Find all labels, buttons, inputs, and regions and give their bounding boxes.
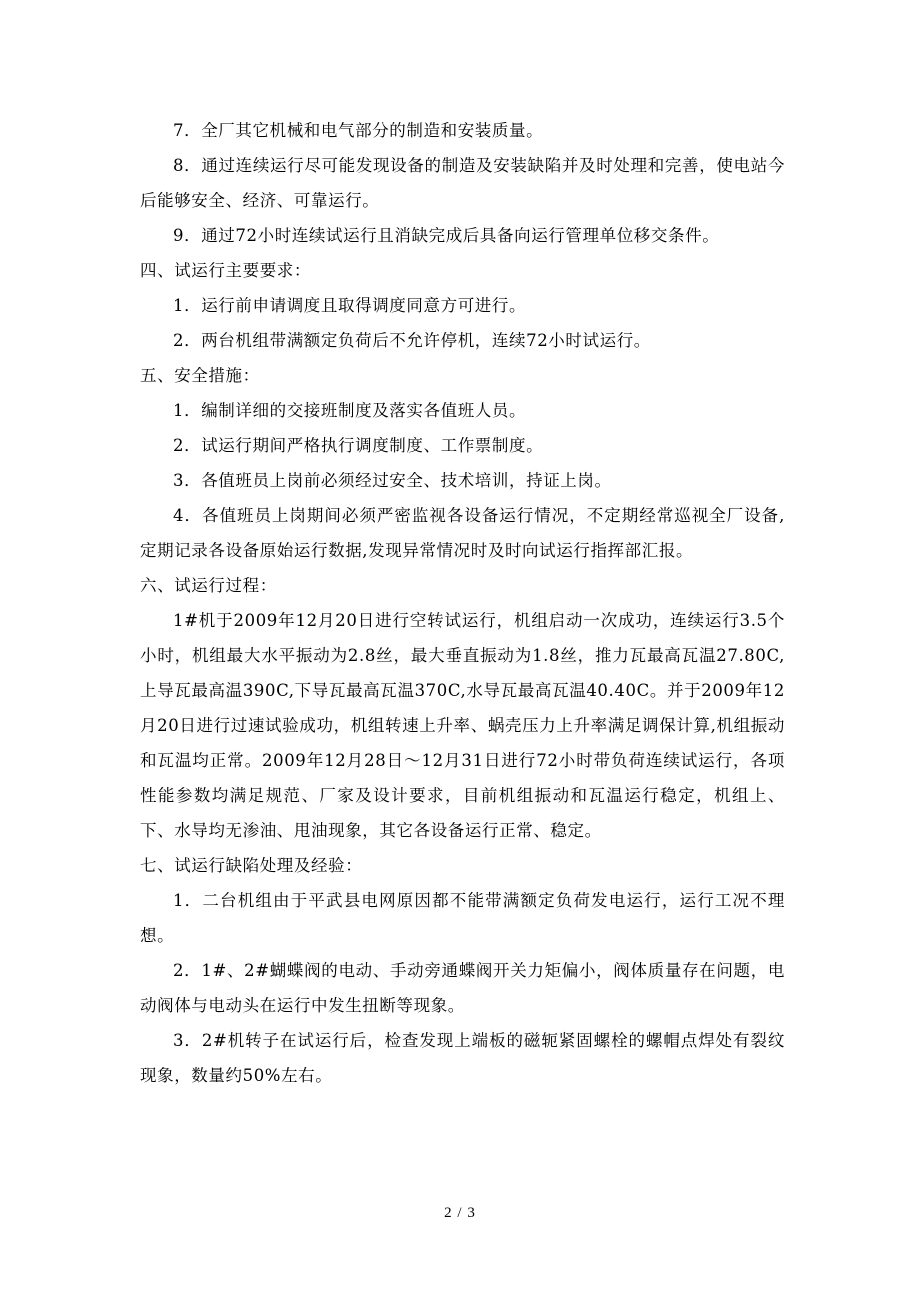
section-heading-process: 六、试运行过程： bbox=[140, 576, 277, 595]
process-paragraph: 1#机于2009年12月20日进行空转试运行，机组启动一次成功，连续运行3.5个小时，机组最大水平振动为2.8丝，最大垂直振动为1.8丝，推力瓦最高瓦温27.80C,上导瓦最高温390C,下导瓦最高瓦温370C,水导瓦最高瓦温40.40C。并于2009年12月20日进行过速试验成功，机组转速上升率、蜗壳压力上升率满足调保计算,机组振动和瓦温均正常。2009年12月28日～12月31日进行72小时带负荷连续试运行，各项性能参数均满足规范、厂家及设计要求，目前机组振动和瓦温运行稳定，机组上、下、水导均无渗油、甩油现象，其它各设备运行正常、稳定。 bbox=[140, 611, 785, 840]
list-item-8: 8．通过连续运行尽可能发现设备的制造及安装缺陷并及时处理和完善，使电站今后能够安全、经济、可靠运行。 bbox=[140, 156, 785, 210]
page-number: 2 / 3 bbox=[444, 1205, 476, 1221]
section-heading-requirements: 四、试运行主要要求： bbox=[140, 261, 311, 280]
safety-item-2: 2．试运行期间严格执行调度制度、工作票制度。 bbox=[173, 436, 544, 455]
safety-item-3: 3．各值班员上岗前必须经过安全、技术培训，持证上岗。 bbox=[173, 471, 612, 490]
requirement-item-1: 1．运行前申请调度且取得调度同意方可进行。 bbox=[173, 296, 527, 315]
section-heading-safety: 五、安全措施： bbox=[140, 366, 260, 385]
list-item-9: 9．通过72小时连续试运行且消缺完成后具备向运行管理单位移交条件。 bbox=[173, 226, 720, 245]
safety-item-1: 1．编制详细的交接班制度及落实各值班人员。 bbox=[173, 401, 527, 420]
safety-item-4: 4．各值班员上岗期间必须严密监视各设备运行情况，不定期经常巡视全厂设备,定期记录各设备原始运行数据,发现异常情况时及时向试运行指挥部汇报。 bbox=[140, 506, 785, 560]
document-body bbox=[140, 113, 785, 1093]
requirement-item-2: 2．两台机组带满额定负荷后不允许停机，连续72小时试运行。 bbox=[173, 331, 651, 350]
list-item-7: 7．全厂其它机械和电气部分的制造和安装质量。 bbox=[173, 121, 544, 140]
section-heading-defects: 七、试运行缺陷处理及经验： bbox=[140, 856, 363, 875]
defect-item-2: 2．1#、2#蝴蝶阀的电动、手动旁通蝶阀开关力矩偏小，阀体质量存在问题，电动阀体与电动头在运行中发生扭断等现象。 bbox=[140, 961, 785, 1015]
defect-item-3: 3．2#机转子在试运行后，检查发现上端板的磁轭紧固螺栓的螺帽点焊处有裂纹现象，数量约50%左右。 bbox=[140, 1031, 785, 1085]
defect-item-1: 1．二台机组由于平武县电网原因都不能带满额定负荷发电运行，运行工况不理想。 bbox=[140, 891, 785, 945]
